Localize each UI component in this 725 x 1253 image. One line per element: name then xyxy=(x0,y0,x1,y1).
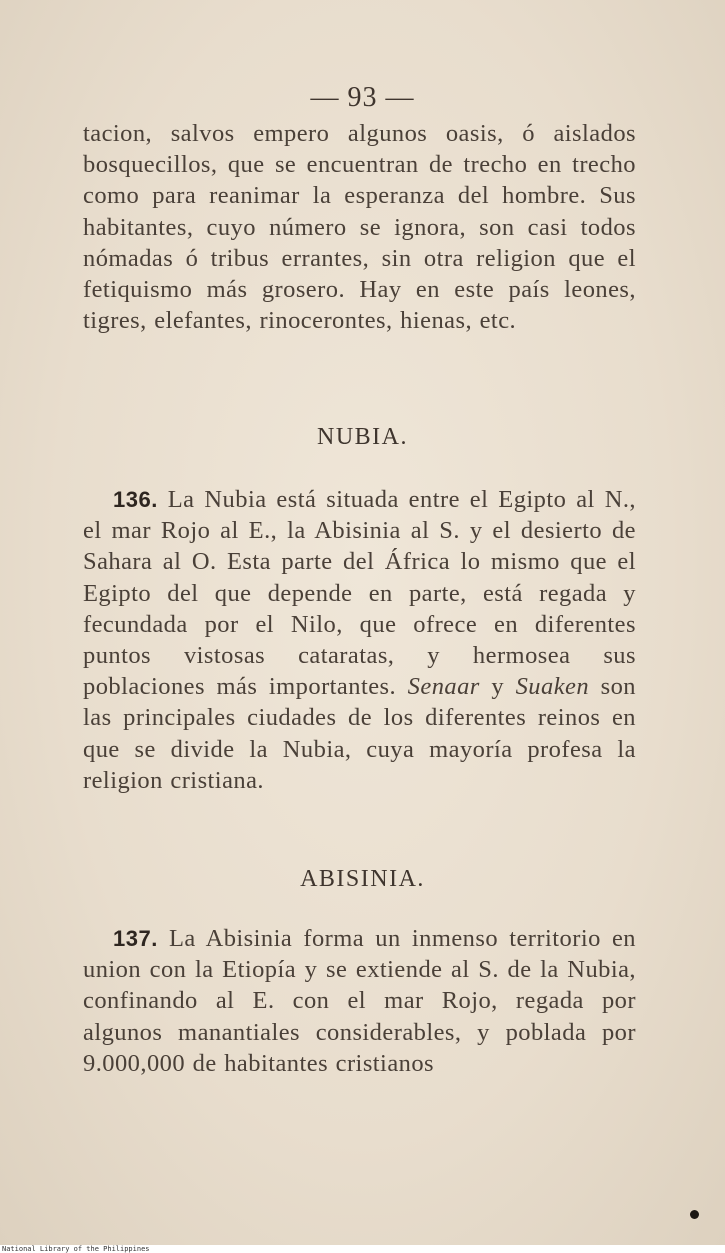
ink-dot xyxy=(690,1210,699,1219)
intro-paragraph xyxy=(83,118,636,336)
conjunction-text: y xyxy=(491,673,505,701)
paragraph-number-137: 137. xyxy=(113,926,158,951)
abisinia-paragraph xyxy=(83,923,636,1079)
library-credit: National Library of the Philippines xyxy=(2,1245,150,1253)
nubia-paragraph xyxy=(83,484,636,796)
abisinia-text: La Abisinia forma un inmenso territorio en union con la Etiopía y se extiende al S. de la Nubia, confinando al E. con el mar Rojo, regada por algunos manantiales considerables, y poblada por 9.000,000 de habitantes cristianos xyxy=(83,925,637,1077)
nubia-text-after: son las principales ciudades de los diferentes reinos en que se divide la Nubia, cuya mayoría profesa la religion cristiana. xyxy=(83,673,637,794)
section-heading-abisinia: ABISINIA. xyxy=(300,866,425,892)
intro-text: tacion, salvos empero algunos oasis, ó aislados bosquecillos, que se encuentran de trecho en trecho como para reanimar la esperanza del hombre. Sus habitantes, cuyo número se ignora, son casi todos nómadas ó tribus errantes, sin otra religion que el fetiquismo más grosero. Hay en este país leones, tigres, elefantes, rinocerontes, hienas, etc. xyxy=(83,120,636,335)
page-number: — 93 — xyxy=(310,82,415,113)
nubia-text-before: La Nubia está situada entre el Egipto al N., el mar Rojo al E., la Abisinia al S. y el desierto de Sahara al O. Esta parte del África lo mismo que el Egipto del que depende en parte, está regada y fecundada por el Nilo, que ofrece en diferentes puntos vistosas cataratas, y hermosea sus poblaciones más importantes. xyxy=(83,486,637,701)
city-senaar: Senaar xyxy=(407,673,480,701)
city-suaken: Suaken xyxy=(515,673,590,701)
section-heading-nubia: NUBIA. xyxy=(317,424,408,450)
paragraph-number-136: 136. xyxy=(113,487,158,512)
